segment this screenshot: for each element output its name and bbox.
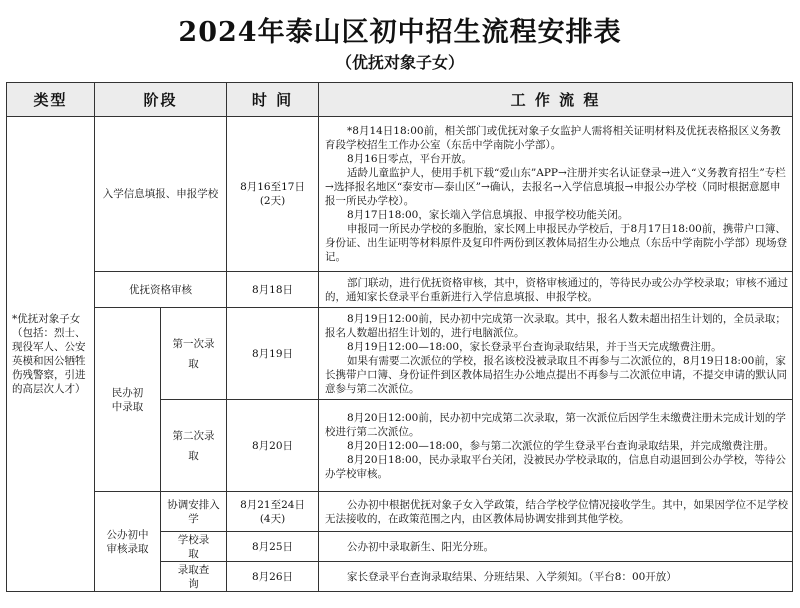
time-info [227, 117, 319, 272]
header-row [7, 83, 793, 117]
work-info [319, 117, 793, 272]
work-info-line: 8月16日零点，平台开放。 [347, 153, 473, 165]
time-public-coord-date: 8月21至24日 [240, 498, 305, 511]
work-public-admit [319, 532, 793, 562]
work-private-first-line: 8月19日12:00—18:00，家长登录平台查询录取结果，并于当天完成缴费注册。 [347, 340, 722, 353]
stage-private-group: 民办初中录取 [95, 308, 161, 492]
row-public-coord [7, 492, 793, 532]
stage-public-admit: 学校录取 [161, 532, 227, 562]
time-public-coord-note: (4天) [259, 512, 286, 525]
header-time: 时 间 [227, 83, 319, 117]
row-private-first [7, 308, 793, 400]
work-public-coord [319, 492, 793, 532]
stage-review: 优抚资格审核 [95, 272, 227, 308]
page-subtitle: （优抚对象子女） [335, 53, 464, 72]
work-private-first [319, 308, 793, 400]
time-private-first: 8月19日 [227, 308, 319, 400]
row-info [7, 117, 793, 272]
work-review-line: 部门联动，进行优抚资格审核，其中，资格审核通过的，等待民办或公办学校录取；审核不通过的，通知家长登录平台重新进行入学信息填报、申报学校。 [325, 276, 789, 303]
time-public-coord [227, 492, 319, 532]
header-stage: 阶段 [95, 83, 227, 117]
work-private-second [319, 400, 793, 492]
work-info-line: 适龄儿童监护人，使用手机下载“爱山东”APP→注册并实名认证登录→进入“义务教育招生”专栏→选择报名地区“泰安市—泰山区”→确认，去报名→入学信息填报→申报公办学校（同时根据意愿申报一所民办学校）。 [325, 167, 786, 207]
stage-public-group: 公办初中审核录取 [95, 492, 161, 592]
schedule-table [6, 82, 793, 592]
stage-private-first: 第一次录取 [161, 308, 227, 400]
row-review [7, 272, 793, 308]
time-info-note: (2天) [259, 195, 286, 207]
type-cell: *优抚对象子女（包括：烈士、现役军人、公安英模和因公牺牲伤残警察，引进的高层次人才） [7, 117, 95, 592]
work-private-second-line: 8月20日18:00，民办录取平台关闭，没被民办学校录取的，信息自动退回到公办学校，等待公办学校审核。 [325, 453, 786, 480]
header-type: 类型 [7, 83, 95, 117]
time-public-admit: 8月25日 [227, 532, 319, 562]
work-public-query [319, 562, 793, 592]
work-info-line: *8月14日18:00前，相关部门或优抚对象子女监护人需将相关证明材料及优抚表格报区义务教育段学校招生工作办公室（东岳中学南院小学部）。 [325, 125, 781, 151]
stage-public-coord: 协调安排入学 [161, 492, 227, 532]
time-review: 8月18日 [227, 272, 319, 308]
work-private-second-line: 8月20日12:00—18:00，参与第二次派位的学生登录平台查询录取结果，并完成缴费注册。 [347, 439, 775, 452]
stage-public-query: 录取查询 [161, 562, 227, 592]
time-private-second: 8月20日 [227, 400, 319, 492]
work-public-admit-line: 公办初中录取新生、阳光分班。 [347, 540, 495, 553]
work-info-line: 申报同一所民办学校的多胞胎，家长网上申报民办学校后，于8月17日18:00前，携带户口簿、身份证、出生证明等材料原件及复印件两份到区教体局招生办公地点（东岳中学南院小学部）现场登记。 [325, 223, 788, 263]
work-private-second-line: 8月20日12:00前，民办初中完成第二次录取，第一次派位后因学生未缴费注册未完成计划的学校进行第二次派位。 [325, 411, 786, 438]
time-info-date: 8月16至17日 [240, 181, 305, 193]
stage-info: 入学信息填报、申报学校 [95, 117, 227, 272]
work-private-first-line: 8月19日12:00前，民办初中完成第一次录取。其中，报名人数未超出招生计划的，全员录取；报名人数超出招生计划的，进行电脑派位。 [325, 312, 786, 339]
header-work: 工 作 流 程 [319, 83, 793, 117]
work-public-coord-line: 公办初中根据优抚对象子女入学政策，结合学校学位情况接收学生。其中，如果因学位不足学校无法接收的，在政策范围之内，由区教体局协调安排到其他学校。 [325, 498, 789, 525]
work-private-first-line: 如果有需要二次派位的学校，报名该校没被录取且不再参与二次派位的，8月19日18:00前，家长携带户口簿、身份证件到区教体局招生办公地点提出不再参与二次派位申请，不提交申请的默认同意参与第二次派位。 [325, 354, 788, 395]
stage-private-second: 第二次录取 [161, 400, 227, 492]
time-public-query: 8月26日 [227, 562, 319, 592]
work-info-line: 8月17日18:00，家长端入学信息填报、申报学校功能关闭。 [347, 209, 629, 221]
work-public-query-line: 家长登录平台查询录取结果、分班结果、入学须知。（平台8：00开放） [347, 570, 677, 583]
page-title: 2024年泰山区初中招生流程安排表 [178, 17, 622, 48]
work-review [319, 272, 793, 308]
